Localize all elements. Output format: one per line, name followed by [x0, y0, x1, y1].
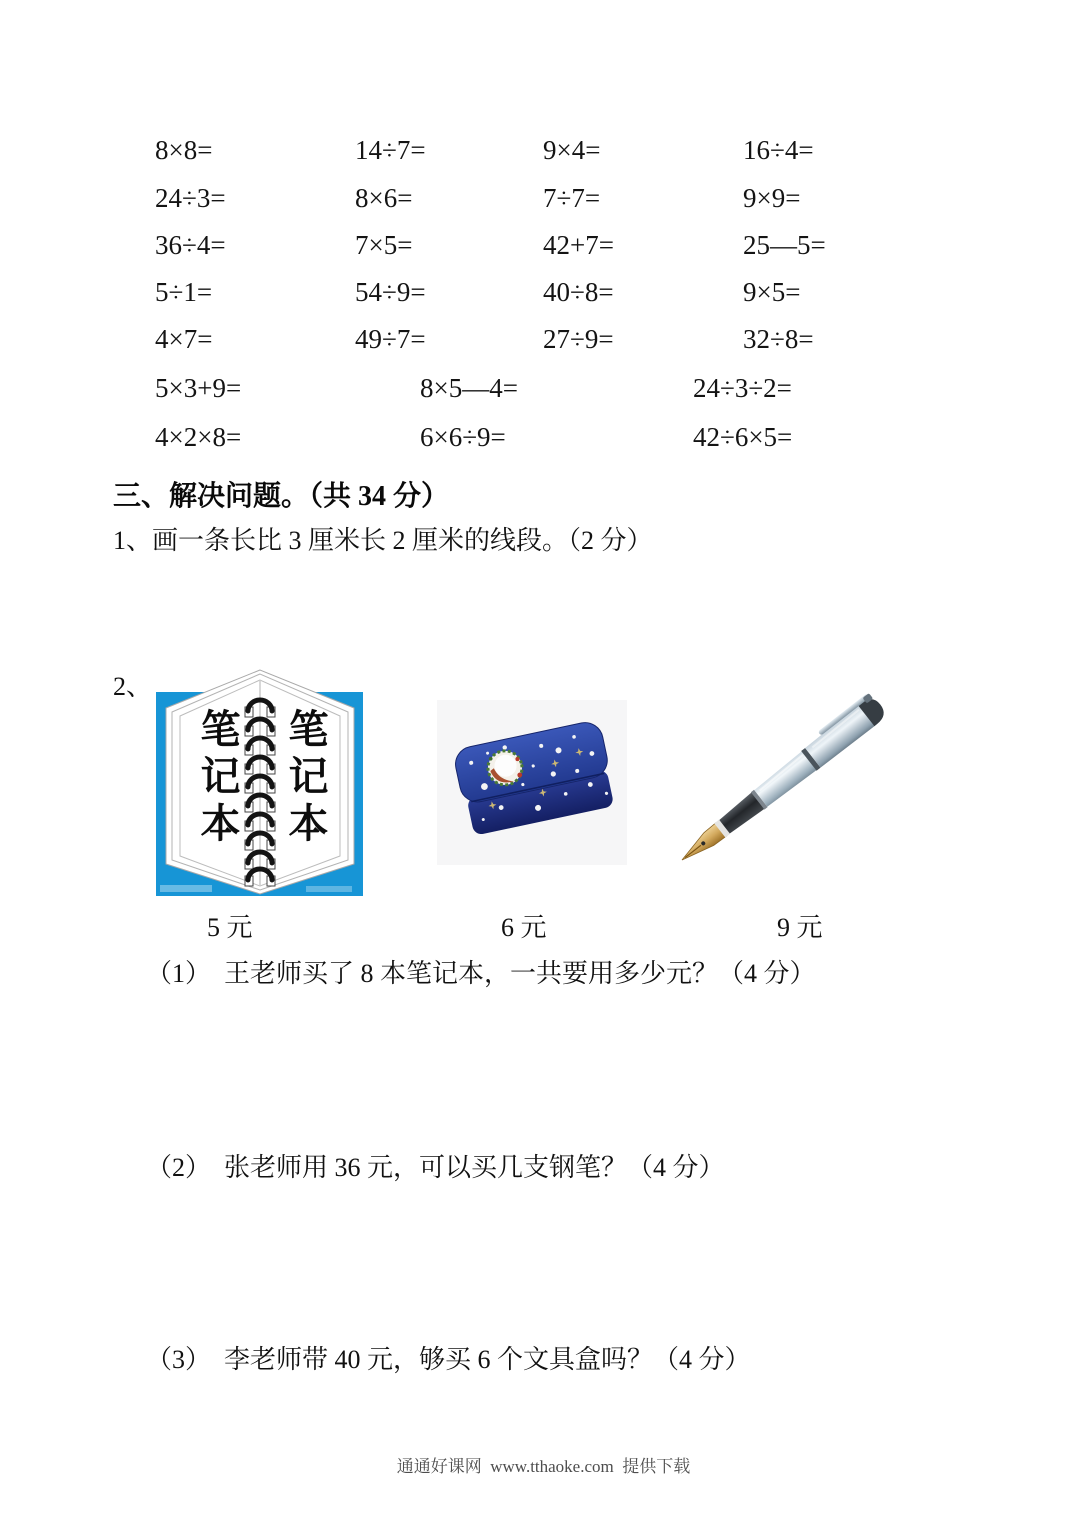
math-problem: 36÷4= — [155, 230, 226, 260]
math-problem: 8×5—4= — [420, 373, 518, 403]
notebook-image — [156, 668, 363, 896]
price-label-pencil-box: 6 元 — [501, 913, 547, 942]
math-problem: 9×4= — [543, 135, 601, 165]
math-problem: 24÷3÷2= — [693, 373, 792, 403]
math-problem: 9×5= — [743, 277, 801, 307]
math-problem: 6×6÷9= — [420, 422, 506, 452]
fountain-pen — [671, 691, 888, 870]
math-problem: 4×7= — [155, 324, 213, 354]
fountain-pen-image — [660, 666, 910, 871]
price-label-notebook: 5 元 — [207, 913, 253, 942]
sub-question-2: （2） 张老师用 36 元，可以买几支钢笔？（4 分） — [146, 1153, 725, 1182]
math-problem: 24÷3= — [155, 183, 226, 213]
notebook-title-right: 笔记本 — [283, 708, 327, 849]
notebook-title-left: 笔记本 — [195, 708, 239, 849]
math-problem: 42÷6×5= — [693, 422, 793, 452]
sub-question-3: （3） 李老师带 40 元，够买 6 个文具盒吗？（4 分） — [146, 1345, 751, 1374]
question-2-label: 2、 — [113, 672, 153, 701]
math-problem: 42+7= — [543, 230, 614, 260]
section-three-header: 三、解决问题。（共 34 分） — [113, 481, 450, 512]
math-problem: 9×9= — [743, 183, 801, 213]
math-problem: 32÷8= — [743, 324, 814, 354]
math-problem: 8×8= — [155, 135, 213, 165]
math-problem: 16÷4= — [743, 135, 814, 165]
notebook-watermark — [306, 886, 352, 892]
math-problem: 7×5= — [355, 230, 413, 260]
site-footer: 通通好课网 www.tthaoke.com 提供下载 — [396, 1457, 691, 1476]
math-problem: 14÷7= — [355, 135, 426, 165]
math-problem: 27÷9= — [543, 324, 614, 354]
math-problem: 54÷9= — [355, 277, 426, 307]
math-problem: 49÷7= — [355, 324, 426, 354]
math-problem: 4×2×8= — [155, 422, 242, 452]
math-problem: 25—5= — [743, 230, 826, 260]
math-problem: 40÷8= — [543, 277, 614, 307]
price-label-pen: 9 元 — [777, 913, 823, 942]
notebook-watermark — [160, 885, 212, 892]
sub-question-1: （1） 王老师买了 8 本笔记本，一共要用多少元？（4 分） — [146, 959, 816, 988]
math-problem: 5÷1= — [155, 277, 213, 307]
math-problem: 8×6= — [355, 183, 413, 213]
math-problem: 5×3+9= — [155, 373, 242, 403]
math-problem: 7÷7= — [543, 183, 601, 213]
question-1: 1、画一条长比 3 厘米长 2 厘米的线段。（2 分） — [113, 526, 653, 555]
pencil-box-image — [437, 700, 627, 865]
